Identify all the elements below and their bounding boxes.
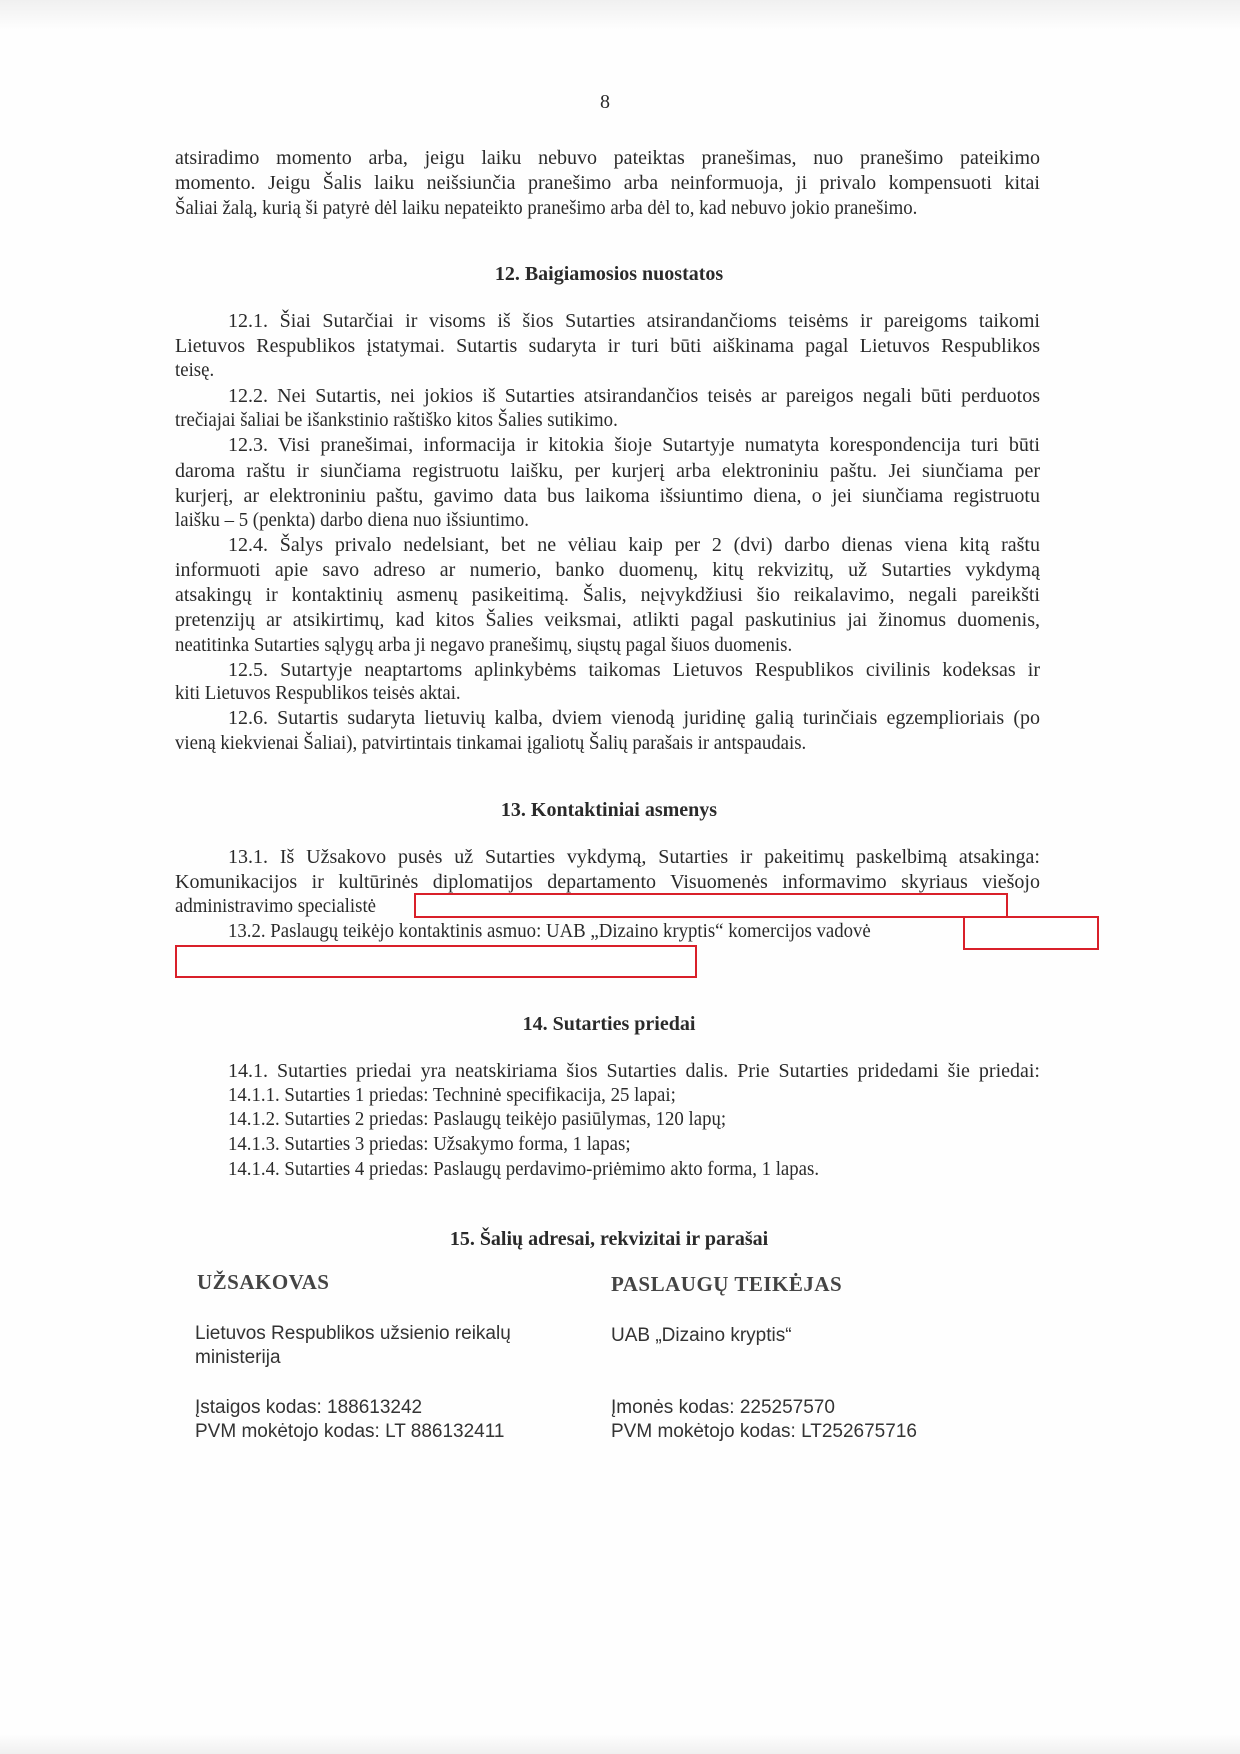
customer-title: UŽSAKOVAS [197, 1270, 330, 1294]
clause-line: 12.2. Nei Sutartis, nei jokios iš Sutarties atsirandančios teisės ar pareigos negali būti perduotos [228, 385, 1040, 407]
clause-line: teisę. [175, 359, 215, 381]
clause-line: 12.6. Sutartis sudaryta lietuvių kalba, dviem vienodą juridinę galią turinčiais egzemplioriais (po [228, 707, 1040, 729]
heading-section-15: 15. Šalių adresai, rekvizitai ir parašai [449, 1228, 769, 1250]
redaction-box [414, 893, 1008, 918]
clause-line: 12.1. Šiai Sutarčiai ir visoms iš šios Sutarties atsirandančioms teisėms ir pareigoms taikomi [228, 310, 1040, 332]
clause-line: 14.1.3. Sutarties 3 priedas: Užsakymo forma, 1 lapas; [228, 1133, 631, 1155]
clause-line: 14.1.4. Sutarties 4 priedas: Paslaugų perdavimo-priėmimo akto forma, 1 lapas. [228, 1158, 820, 1180]
redaction-box [963, 916, 1099, 950]
redaction-box [175, 945, 697, 978]
paragraph-line: atsiradimo momento arba, jeigu laiku nebuvo pateiktas pranešimas, nuo pranešimo pateikimo [175, 147, 1040, 169]
paragraph-line: momento. Jeigu Šalis laiku neišsiunčia pranešimo arba neinformuoja, ji privalo kompensuoti kitai [175, 172, 1040, 194]
scan-edge-bottom [0, 1734, 1240, 1754]
clause-line: 12.5. Sutartyje neaptartoms aplinkybėms taikomas Lietuvos Respublikos civilinis kodeksas ir [228, 659, 1040, 681]
customer-name: ministerija [195, 1347, 281, 1368]
paragraph-line: Šaliai žalą, kurią ši patyrė dėl laiku nepateikto pranešimo arba dėl to, kad nebuvo jokio pranešimo. [175, 197, 918, 219]
scan-edge-top [0, 0, 1240, 30]
clause-line: Lietuvos Respublikos įstatymai. Sutartis sudaryta ir turi būti aiškinama pagal Lietuvos Respublikos [175, 335, 1040, 357]
provider-code: Įmonės kodas: 225257570 [611, 1397, 835, 1418]
customer-code: Įstaigos kodas: 188613242 [195, 1397, 423, 1418]
clause-line: 12.3. Visi pranešimai, informacija ir kitokia šioje Sutartyje numatyta korespondencija turi būti [228, 434, 1040, 456]
heading-section-13: 13. Kontaktiniai asmenys [500, 799, 718, 821]
clause-line: laišku – 5 (penkta) darbo diena nuo išsiuntimo. [175, 509, 530, 531]
clause-line: 13.1. Iš Užsakovo pusės už Sutarties vykdymą, Sutarties ir pakeitimų paskelbimą atsakinga: [228, 846, 1040, 868]
clause-line: vieną kiekvienai Šaliai), patvirtintais tinkamai įgaliotų Šalių parašais ir antspaudais. [175, 732, 807, 754]
clause-line: pretenzijų ar atsikirtimų, kad kitos Šalies veiksmai, atlikti pagal paskutinius jai žinomus duomenis, [175, 609, 1040, 631]
clause-line: atsakingų ir kontaktinių asmenų pasikeitimą. Šalis, neįvykdžiusi šio reikalavimo, negali pareikšti [175, 584, 1040, 606]
clause-line: kurjerį, ar elektroniniu paštu, gavimo data bus laikoma išsiuntimo diena, o jei siunčiama registruotu [175, 485, 1040, 507]
clause-line: administravimo specialistė [175, 895, 377, 917]
provider-vat: PVM mokėtojo kodas: LT252675716 [611, 1421, 917, 1442]
clause-line: daroma raštu ir siunčiama registruotu laišku, per kurjerį arba elektroniniu paštu. Jei siunčiama per [175, 460, 1040, 482]
customer-vat: PVM mokėtojo kodas: LT 886132411 [195, 1421, 505, 1442]
clause-line: informuoti apie savo adreso ar numerio, banko duomenų, kitų rekvizitų, už Sutarties vykdymą [175, 559, 1040, 581]
clause-line: 12.4. Šalys privalo nedelsiant, bet ne vėliau kaip per 2 (dvi) darbo dienas viena kitą raštu [228, 534, 1040, 556]
clause-line: trečiajai šaliai be išankstinio raštiško kitos Šalies sutikimo. [175, 409, 618, 431]
provider-name: UAB „Dizaino kryptis“ [611, 1325, 792, 1346]
clause-line: Komunikacijos ir kultūrinės diplomatijos departamento Visuomenės informavimo skyriaus viešojo [175, 871, 1040, 893]
clause-line: 14.1.2. Sutarties 2 priedas: Paslaugų teikėjo pasiūlymas, 120 lapų; [228, 1108, 727, 1130]
clause-line: 14.1.1. Sutarties 1 priedas: Techninė specifikacija, 25 lapai; [228, 1084, 676, 1106]
provider-title: PASLAUGŲ TEIKĖJAS [611, 1272, 843, 1296]
clause-line: kiti Lietuvos Respublikos teisės aktai. [175, 682, 461, 704]
clause-line: 13.2. Paslaugų teikėjo kontaktinis asmuo: UAB „Dizaino kryptis“ komercijos vadovė [228, 920, 871, 942]
heading-section-12: 12. Baigiamosios nuostatos [494, 263, 724, 285]
clause-line: neatitinka Sutarties sąlygų arba ji negavo pranešimų, siųstų pagal šiuos duomenis. [175, 634, 793, 656]
clause-line: 14.1. Sutarties priedai yra neatskiriama šios Sutarties dalis. Prie Sutarties pridedami šie priedai: [228, 1060, 1040, 1082]
page-number: 8 [600, 91, 610, 113]
heading-section-14: 14. Sutarties priedai [522, 1013, 696, 1035]
customer-name: Lietuvos Respublikos užsienio reikalų [195, 1323, 511, 1344]
